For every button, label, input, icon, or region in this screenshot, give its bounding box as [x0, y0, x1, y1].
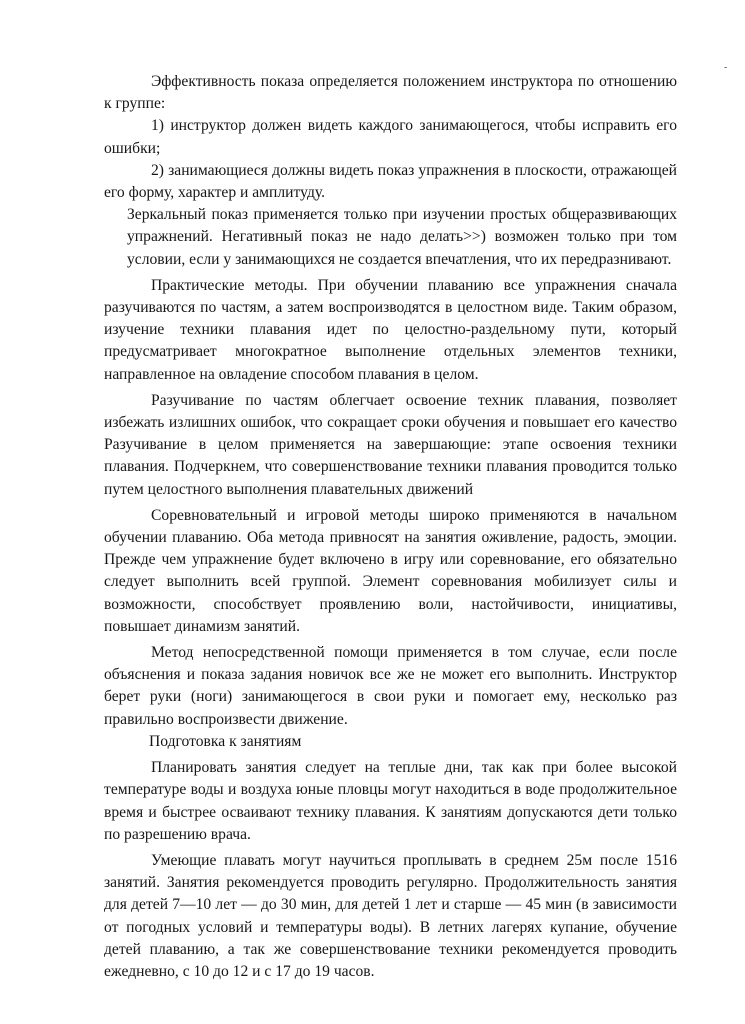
paragraph-competitive-methods: Соревновательный и игровой методы широко применяются в начальном обучении плаванию. Оба метода привносят на занятия оживление, радость, эмоции. Прежде чем упражнение будет включено в игру или соревнование, его обязательно следует выполнить всей группой. Элемент соревнования мобилизует силы и возможности, способствует проявлению воли, настойчивости, инициативы, повышает динамизм занятий.	[104, 506, 677, 635]
paragraph-demonstration-effectiveness: Эффективность показа определяется положением инструктора по отношению к группе:	[104, 73, 677, 113]
list-item-1: 1) инструктор должен видеть каждого занимающегося, чтобы исправить его ошибки;	[104, 117, 677, 157]
paragraph-direct-assistance: Метод непосредственной помощи применяется в том случае, если после объяснения и показа задания новичок все же не может его выполнить. Инструктор берет руки (ноги) занимающегося в свои руки и помогает ему, несколько раз правильно воспроизвести движение.	[104, 644, 677, 728]
paragraph-planning: Планировать занятия следует на теплые дни, так как при более высокой температуре воды и воздуха юные пловцы могут находиться в воде продолжительное время и быстрее осваивают технику плавания. К занятиям допускаются дети только по разрешению врача.	[104, 759, 677, 843]
section-heading: Подготовка к занятиям	[149, 732, 302, 750]
paragraph-practical-methods: Практические методы. При обучении плаванию все упражнения сначала разучиваются по частям, а затем воспроизводятся в целостном виде. Таким образом, изучение техники плавания идет по целостно-раздельному пути, который предусматривает многократное выполнение отдельных элементов техники, направленное на овладение способом плавания в целом.	[104, 276, 677, 383]
paragraph-mirror-demonstration: Зеркальный показ применяется только при изучении простых общеразвивающих упражнений. Негативный показ не надо делать>>) возможен только при том условии, если у занимающихся не создается впечатления, что их передразнивают.	[127, 206, 677, 268]
paragraph-learning-by-parts: Разучивание по частям облегчает освоение техник плавания, позволяет избежать излишних ошибок, что сокращает сроки обучения и повышает его качество Разучивание в целом применяется на завершающие: этапе освоения техники плавания. Подчеркнем, что совершенствование техники плавания проводится только путем целостного выполнения плавательных движений	[104, 391, 677, 498]
document-body	[104, 71, 677, 983]
paragraph-duration: Умеющие плавать могут научиться проплывать в среднем 25м после 1516 занятий. Занятия рекомендуется проводить регулярно. Продолжительность занятия для детей 7—10 лет — до 30 мин, для детей 1 лет и старше — 45 мин (в зависимости от погодных условий и температуры воды). В летних лагерях купание, обучение детей плаванию, а так же совершенствование техники рекомендуется проводить ежедневно, с 10 до 12 и с 17 до 19 часов.	[104, 851, 677, 980]
stray-mark: -	[724, 62, 728, 73]
list-item-2: 2) занимающиеся должны видеть показ упражнения в плоскости, отражающей его форму, характер и амплитуду.	[104, 161, 677, 202]
